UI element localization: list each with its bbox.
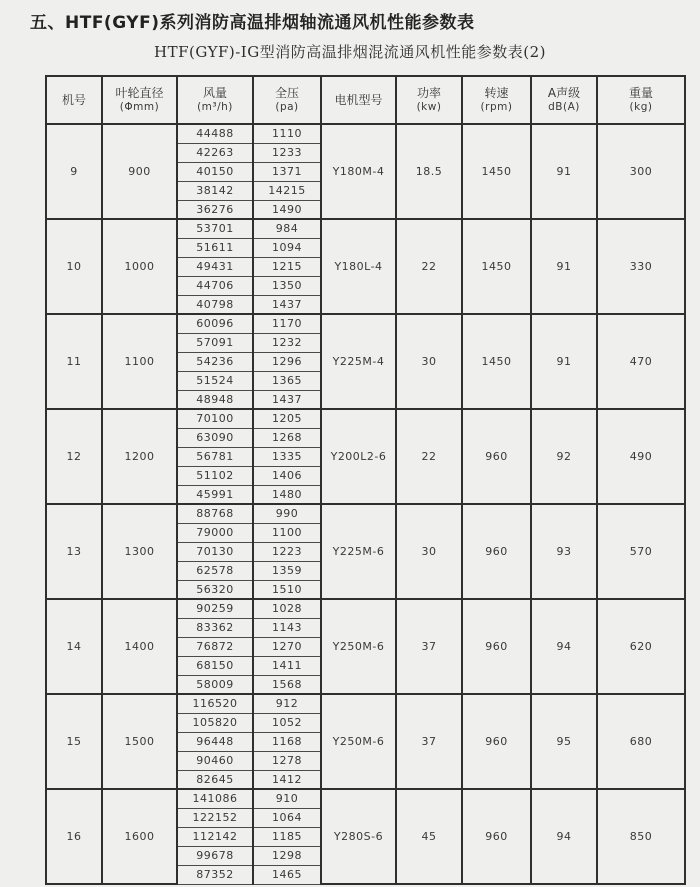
cell-pressure: 910 bbox=[253, 789, 321, 808]
cell-pressure: 912 bbox=[253, 694, 321, 713]
cell-airflow: 116520 bbox=[177, 694, 253, 713]
cell-motor-model: Y280S-6 bbox=[321, 789, 396, 884]
cell-airflow: 90259 bbox=[177, 599, 253, 618]
cell-impeller-diameter: 1600 bbox=[102, 789, 177, 884]
fan-performance-table bbox=[45, 75, 686, 885]
cell-airflow: 56320 bbox=[177, 580, 253, 599]
table-row bbox=[46, 409, 685, 428]
cell-power: 30 bbox=[396, 504, 462, 599]
column-header-unit: (kw) bbox=[416, 101, 442, 113]
cell-pressure: 1143 bbox=[253, 618, 321, 637]
cell-airflow: 63090 bbox=[177, 428, 253, 447]
cell-weight: 490 bbox=[597, 409, 685, 504]
cell-airflow: 58009 bbox=[177, 675, 253, 694]
cell-airflow: 60096 bbox=[177, 314, 253, 333]
cell-pressure: 1406 bbox=[253, 466, 321, 485]
cell-model-no: 11 bbox=[46, 314, 102, 409]
cell-pressure: 1268 bbox=[253, 428, 321, 447]
column-header-label: 风量 bbox=[202, 86, 227, 100]
cell-airflow: 45991 bbox=[177, 485, 253, 504]
column-header-unit: (kg) bbox=[629, 101, 653, 113]
cell-impeller-diameter: 1200 bbox=[102, 409, 177, 504]
table-row bbox=[46, 124, 685, 143]
table-row bbox=[46, 504, 685, 523]
cell-model-no: 16 bbox=[46, 789, 102, 884]
cell-airflow: 68150 bbox=[177, 656, 253, 675]
cell-airflow: 51524 bbox=[177, 371, 253, 390]
cell-model-no: 15 bbox=[46, 694, 102, 789]
cell-airflow: 51611 bbox=[177, 238, 253, 257]
cell-pressure: 1223 bbox=[253, 542, 321, 561]
cell-noise: 91 bbox=[531, 219, 597, 314]
cell-speed: 960 bbox=[462, 599, 531, 694]
cell-speed: 960 bbox=[462, 789, 531, 884]
cell-pressure: 1233 bbox=[253, 143, 321, 162]
cell-noise: 93 bbox=[531, 504, 597, 599]
column-header bbox=[531, 76, 597, 124]
cell-airflow: 36276 bbox=[177, 200, 253, 219]
cell-speed: 1450 bbox=[462, 219, 531, 314]
cell-airflow: 53701 bbox=[177, 219, 253, 238]
column-header-unit: (m³/h) bbox=[197, 101, 233, 113]
cell-pressure: 1350 bbox=[253, 276, 321, 295]
cell-impeller-diameter: 1400 bbox=[102, 599, 177, 694]
column-header-label: 叶轮直径 bbox=[115, 86, 164, 100]
cell-impeller-diameter: 1000 bbox=[102, 219, 177, 314]
table-row bbox=[46, 694, 685, 713]
cell-pressure: 1278 bbox=[253, 751, 321, 770]
cell-airflow: 76872 bbox=[177, 637, 253, 656]
page-title: 五、HTF(GYF)系列消防高温排烟轴流通风机性能参数表 bbox=[30, 13, 475, 33]
cell-noise: 91 bbox=[531, 314, 597, 409]
cell-pressure: 1170 bbox=[253, 314, 321, 333]
table-row bbox=[46, 219, 685, 238]
column-header-label: 电机型号 bbox=[334, 92, 383, 107]
cell-speed: 960 bbox=[462, 504, 531, 599]
cell-weight: 330 bbox=[597, 219, 685, 314]
cell-pressure: 1100 bbox=[253, 523, 321, 542]
cell-power: 45 bbox=[396, 789, 462, 884]
cell-motor-model: Y180L-4 bbox=[321, 219, 396, 314]
column-header bbox=[321, 76, 396, 124]
cell-pressure: 1437 bbox=[253, 390, 321, 409]
cell-noise: 94 bbox=[531, 789, 597, 884]
cell-weight: 850 bbox=[597, 789, 685, 884]
cell-pressure: 1052 bbox=[253, 713, 321, 732]
cell-pressure: 1480 bbox=[253, 485, 321, 504]
cell-motor-model: Y180M-4 bbox=[321, 124, 396, 219]
cell-impeller-diameter: 1100 bbox=[102, 314, 177, 409]
cell-noise: 91 bbox=[531, 124, 597, 219]
column-header-label: 重量 bbox=[628, 86, 653, 100]
cell-airflow: 70130 bbox=[177, 542, 253, 561]
cell-power: 30 bbox=[396, 314, 462, 409]
cell-airflow: 40798 bbox=[177, 295, 253, 314]
column-header-unit: (pa) bbox=[275, 101, 299, 113]
cell-pressure: 1298 bbox=[253, 846, 321, 865]
cell-noise: 92 bbox=[531, 409, 597, 504]
cell-model-no: 10 bbox=[46, 219, 102, 314]
cell-power: 37 bbox=[396, 694, 462, 789]
column-header bbox=[253, 76, 321, 124]
cell-airflow: 44488 bbox=[177, 124, 253, 143]
column-header-label: 功率 bbox=[416, 86, 441, 100]
cell-airflow: 82645 bbox=[177, 770, 253, 789]
cell-airflow: 79000 bbox=[177, 523, 253, 542]
cell-pressure: 1359 bbox=[253, 561, 321, 580]
cell-noise: 94 bbox=[531, 599, 597, 694]
cell-noise: 95 bbox=[531, 694, 597, 789]
column-header-label: A声级 bbox=[547, 86, 581, 100]
cell-pressure: 1270 bbox=[253, 637, 321, 656]
cell-pressure: 14215 bbox=[253, 181, 321, 200]
cell-pressure: 1185 bbox=[253, 827, 321, 846]
cell-airflow: 48948 bbox=[177, 390, 253, 409]
cell-pressure: 1110 bbox=[253, 124, 321, 143]
cell-airflow: 88768 bbox=[177, 504, 253, 523]
column-header-label: 全压 bbox=[274, 86, 299, 100]
cell-airflow: 122152 bbox=[177, 808, 253, 827]
cell-pressure: 1437 bbox=[253, 295, 321, 314]
column-header bbox=[462, 76, 531, 124]
cell-pressure: 1168 bbox=[253, 732, 321, 751]
cell-airflow: 83362 bbox=[177, 618, 253, 637]
cell-airflow: 44706 bbox=[177, 276, 253, 295]
table-row bbox=[46, 599, 685, 618]
cell-airflow: 54236 bbox=[177, 352, 253, 371]
column-header bbox=[597, 76, 685, 124]
cell-airflow: 40150 bbox=[177, 162, 253, 181]
cell-weight: 620 bbox=[597, 599, 685, 694]
cell-airflow: 38142 bbox=[177, 181, 253, 200]
cell-motor-model: Y225M-6 bbox=[321, 504, 396, 599]
column-header-unit: dB(A) bbox=[548, 101, 580, 113]
cell-speed: 960 bbox=[462, 409, 531, 504]
cell-pressure: 984 bbox=[253, 219, 321, 238]
cell-pressure: 1296 bbox=[253, 352, 321, 371]
cell-motor-model: Y200L2-6 bbox=[321, 409, 396, 504]
column-header-label: 转速 bbox=[484, 86, 509, 100]
column-header bbox=[46, 76, 102, 124]
cell-speed: 1450 bbox=[462, 124, 531, 219]
cell-power: 18.5 bbox=[396, 124, 462, 219]
cell-pressure: 1335 bbox=[253, 447, 321, 466]
cell-pressure: 1215 bbox=[253, 257, 321, 276]
cell-airflow: 57091 bbox=[177, 333, 253, 352]
cell-impeller-diameter: 900 bbox=[102, 124, 177, 219]
cell-pressure: 1205 bbox=[253, 409, 321, 428]
cell-pressure: 1411 bbox=[253, 656, 321, 675]
cell-motor-model: Y250M-6 bbox=[321, 694, 396, 789]
cell-pressure: 1490 bbox=[253, 200, 321, 219]
cell-motor-model: Y250M-6 bbox=[321, 599, 396, 694]
cell-impeller-diameter: 1500 bbox=[102, 694, 177, 789]
table-row bbox=[46, 314, 685, 333]
cell-pressure: 1094 bbox=[253, 238, 321, 257]
cell-airflow: 49431 bbox=[177, 257, 253, 276]
cell-airflow: 96448 bbox=[177, 732, 253, 751]
cell-airflow: 51102 bbox=[177, 466, 253, 485]
cell-pressure: 1510 bbox=[253, 580, 321, 599]
cell-model-no: 13 bbox=[46, 504, 102, 599]
cell-power: 37 bbox=[396, 599, 462, 694]
table-header-row bbox=[46, 76, 685, 124]
cell-airflow: 70100 bbox=[177, 409, 253, 428]
cell-pressure: 1028 bbox=[253, 599, 321, 618]
cell-weight: 570 bbox=[597, 504, 685, 599]
cell-speed: 1450 bbox=[462, 314, 531, 409]
cell-airflow: 112142 bbox=[177, 827, 253, 846]
cell-pressure: 1232 bbox=[253, 333, 321, 352]
column-header bbox=[102, 76, 177, 124]
table-subtitle: HTF(GYF)-IG型消防高温排烟混流通风机性能参数表(2) bbox=[154, 43, 546, 61]
cell-power: 22 bbox=[396, 409, 462, 504]
cell-pressure: 1568 bbox=[253, 675, 321, 694]
cell-pressure: 1064 bbox=[253, 808, 321, 827]
cell-impeller-diameter: 1300 bbox=[102, 504, 177, 599]
cell-model-no: 9 bbox=[46, 124, 102, 219]
column-header-unit: (rpm) bbox=[480, 101, 513, 113]
cell-weight: 680 bbox=[597, 694, 685, 789]
cell-pressure: 990 bbox=[253, 504, 321, 523]
cell-airflow: 87352 bbox=[177, 865, 253, 884]
cell-airflow: 42263 bbox=[177, 143, 253, 162]
cell-airflow: 99678 bbox=[177, 846, 253, 865]
cell-airflow: 105820 bbox=[177, 713, 253, 732]
column-header-unit: (Φmm) bbox=[119, 101, 160, 113]
column-header bbox=[177, 76, 253, 124]
cell-pressure: 1412 bbox=[253, 770, 321, 789]
cell-speed: 960 bbox=[462, 694, 531, 789]
column-header-label: 机号 bbox=[61, 92, 86, 107]
cell-weight: 300 bbox=[597, 124, 685, 219]
cell-airflow: 56781 bbox=[177, 447, 253, 466]
table-body bbox=[46, 124, 685, 884]
cell-pressure: 1371 bbox=[253, 162, 321, 181]
cell-pressure: 1465 bbox=[253, 865, 321, 884]
column-header bbox=[396, 76, 462, 124]
cell-airflow: 141086 bbox=[177, 789, 253, 808]
cell-motor-model: Y225M-4 bbox=[321, 314, 396, 409]
cell-weight: 470 bbox=[597, 314, 685, 409]
table-row bbox=[46, 789, 685, 808]
cell-airflow: 90460 bbox=[177, 751, 253, 770]
cell-model-no: 14 bbox=[46, 599, 102, 694]
cell-model-no: 12 bbox=[46, 409, 102, 504]
cell-airflow: 62578 bbox=[177, 561, 253, 580]
cell-pressure: 1365 bbox=[253, 371, 321, 390]
cell-power: 22 bbox=[396, 219, 462, 314]
